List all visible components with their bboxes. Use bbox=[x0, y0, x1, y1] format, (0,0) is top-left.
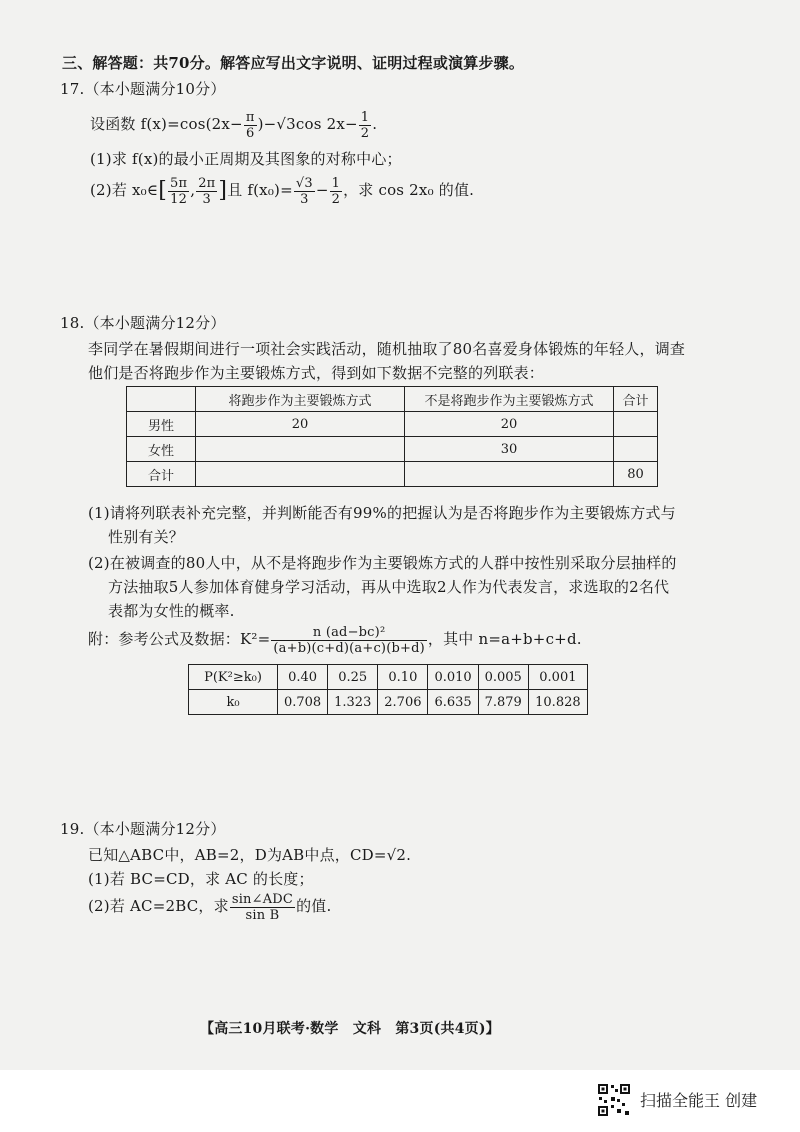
q18-title: 18.（本小题满分12分） bbox=[60, 314, 226, 332]
contingency-table bbox=[126, 386, 658, 487]
q19-part2 bbox=[88, 888, 331, 924]
table-row bbox=[127, 437, 658, 462]
q17-hi-n: 2π bbox=[198, 175, 216, 191]
q17-title: 17.（本小题满分10分） bbox=[60, 80, 226, 98]
q17-two: 2 bbox=[360, 125, 370, 141]
q19-part2-tail: 的值. bbox=[296, 897, 332, 915]
table-cell bbox=[614, 412, 658, 437]
q18-part1-line1: (1)请将列联表补充完整，并判断能否有99%的把握认为是否将跑步作为主要锻炼方式与 bbox=[88, 504, 676, 522]
table-row bbox=[189, 690, 588, 715]
table-cell: 2.706 bbox=[378, 690, 428, 715]
q17-frac-hi bbox=[196, 176, 217, 207]
qr-code-icon bbox=[597, 1083, 631, 1117]
formula-tail: ，其中 n=a+b+c+d. bbox=[427, 630, 582, 648]
q18-intro-line2: 他们是否将跑步作为主要锻炼方式，得到如下数据不完整的列联表： bbox=[88, 364, 545, 382]
q17-lo-d: 12 bbox=[170, 191, 188, 207]
q17-stem: 设函数 f(x)=cos(2x− $\frac{\pi}{6}$ )−√3cos 2x− $\frac{1}{2}$ . bbox=[90, 109, 378, 141]
table-cell: 女性 bbox=[127, 437, 196, 462]
q17-six: 6 bbox=[245, 125, 255, 141]
q19-stem: 已知△ABC中，AB=2，D为AB中点，CD=√2. bbox=[88, 846, 412, 864]
section-heading: 三、解答题：共70分。解答应写出文字说明、证明过程或演算步骤。 bbox=[62, 54, 525, 72]
k2-numerator: n (ad−bc)² bbox=[271, 625, 427, 641]
q17-part2: (2)若 x₀∈[ $\frac{5\pi}{12}$ , $\frac{2\pi}{3}$ ]且 f(x₀)= $\frac{√3}{3}$ − $\frac{1}{2}$ ，求 cos 2x₀ 的值. bbox=[90, 175, 475, 207]
q17-one: 1 bbox=[360, 109, 370, 125]
q18-formula bbox=[88, 620, 582, 658]
table-cell bbox=[196, 462, 405, 487]
table-cell: 10.828 bbox=[528, 690, 587, 715]
q17-part2-tail: ，求 cos 2x₀ 的值. bbox=[343, 181, 475, 199]
q17-part2-prefix: (2)若 x₀∈ bbox=[90, 181, 159, 199]
contingency-header-row bbox=[127, 387, 658, 412]
q18-part2-line3: 表都为女性的概率. bbox=[108, 602, 235, 620]
table-cell: 0.10 bbox=[378, 665, 428, 690]
table-cell: 合计 bbox=[127, 462, 196, 487]
q17-fx: f(x) bbox=[140, 115, 168, 133]
table-cell: 0.005 bbox=[478, 665, 528, 690]
table-cell: k₀ bbox=[189, 690, 278, 715]
table-cell: 30 bbox=[405, 437, 614, 462]
table-cell: 6.635 bbox=[428, 690, 478, 715]
q17-hi-d: 3 bbox=[202, 191, 212, 207]
q17-frac-half bbox=[359, 110, 371, 141]
table-cell bbox=[405, 462, 614, 487]
q19-part2-prefix: (2)若 AC=2BC，求 bbox=[88, 897, 229, 915]
q17-part1: (1)求 f(x)的最小正周期及其图象的对称中心； bbox=[90, 150, 402, 168]
q17-two-b: 2 bbox=[331, 191, 341, 207]
table-row bbox=[189, 665, 588, 690]
q17-stem-prefix: 设函数 bbox=[90, 115, 136, 133]
table-cell: 0.25 bbox=[328, 665, 378, 690]
table-cell bbox=[614, 437, 658, 462]
table-header-not-running: 不是将跑步作为主要锻炼方式 bbox=[405, 387, 614, 412]
table-cell: 20 bbox=[196, 412, 405, 437]
q17-pi: π bbox=[245, 109, 255, 125]
q17-frac-half2 bbox=[330, 176, 342, 207]
q17-part2-mid: 且 f(x₀)= bbox=[227, 181, 293, 199]
q17-frac-r3 bbox=[294, 176, 315, 207]
q17-three: 3 bbox=[300, 191, 309, 207]
table-row bbox=[127, 412, 658, 437]
table-cell: 0.708 bbox=[278, 690, 328, 715]
page-footer: 【高三10月联考·数学 文科 第3页(共4页)】 bbox=[200, 1021, 500, 1037]
q17-stem-body: =cos(2x− bbox=[167, 115, 243, 133]
q18-part2-line1: (2)在被调查的80人中，从不是将跑步作为主要锻炼方式的人群中按性别采取分层抽样的 bbox=[88, 554, 677, 572]
table-header-total: 合计 bbox=[614, 387, 658, 412]
k2-fraction bbox=[271, 625, 427, 656]
table-cell: P(K²≥k₀) bbox=[189, 665, 278, 690]
q19-part1: (1)若 BC=CD，求 AC 的长度； bbox=[88, 870, 314, 888]
table-header-running: 将跑步作为主要锻炼方式 bbox=[196, 387, 405, 412]
q17-frac-pi6 bbox=[244, 110, 257, 141]
q18-part1-line2: 性别有关？ bbox=[108, 528, 185, 546]
q17-lo-n: 5π bbox=[170, 175, 188, 191]
q18-part2-line2: 方法抽取5人参加体育健身学习活动，再从中选取2人作为代表发言，求选取的2名代 bbox=[108, 578, 670, 596]
k2-denominator: (a+b)(c+d)(a+c)(b+d) bbox=[273, 640, 425, 656]
table-cell: 80 bbox=[614, 462, 658, 487]
scanner-watermark: 扫描全能王 创建 bbox=[640, 1091, 758, 1110]
sin-ratio-fraction bbox=[230, 892, 295, 923]
table-cell: 0.40 bbox=[278, 665, 328, 690]
table-cell bbox=[196, 437, 405, 462]
sin-ratio-denominator: sin B bbox=[245, 907, 280, 923]
table-cell: 1.323 bbox=[328, 690, 378, 715]
table-row bbox=[127, 462, 658, 487]
q17-stem-tail: )−√3cos 2x− bbox=[257, 115, 358, 133]
q17-r3: √3 bbox=[295, 175, 313, 191]
table-cell: 0.010 bbox=[428, 665, 478, 690]
table-cell: 0.001 bbox=[528, 665, 587, 690]
q17-one-b: 1 bbox=[331, 175, 341, 191]
sin-ratio-numerator: sin∠ADC bbox=[231, 891, 294, 907]
critical-value-table bbox=[188, 664, 588, 715]
table-cell: 20 bbox=[405, 412, 614, 437]
table-header-blank bbox=[127, 387, 196, 412]
q17-frac-lo bbox=[168, 176, 189, 207]
table-cell: 7.879 bbox=[478, 690, 528, 715]
q18-intro-line1: 李同学在暑假期间进行一项社会实践活动，随机抽取了80名喜爱身体锻炼的年轻人，调查 bbox=[88, 340, 686, 358]
table-cell: 男性 bbox=[127, 412, 196, 437]
q19-title: 19.（本小题满分12分） bbox=[60, 820, 226, 838]
formula-prefix: 附：参考公式及数据：K²= bbox=[88, 630, 271, 648]
